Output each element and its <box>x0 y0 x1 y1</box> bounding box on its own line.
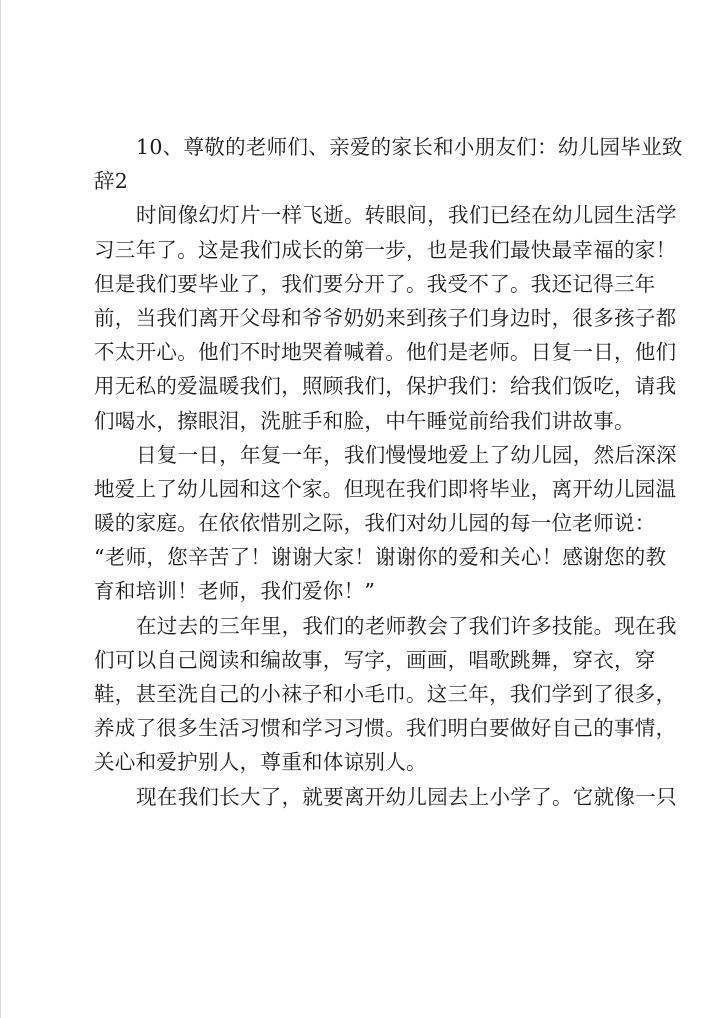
text-line: 们喝水，擦眼泪，洗脏手和脸，中午睡觉前给我们讲故事。 <box>94 408 635 433</box>
text-line: 习三年了。这是我们成长的第一步，也是我们最快最幸福的家！ <box>94 237 677 262</box>
text-line: 前，当我们离开父母和爷爷奶奶来到孩子们身边时，很多孩子都 <box>94 305 677 330</box>
text-line: 育和培训！老师，我们爱你！” <box>94 579 376 604</box>
text-line: 辞2 <box>94 169 129 194</box>
text-line: 用无私的爱温暖我们，照顾我们，保护我们：给我们饭吃，请我 <box>94 374 677 399</box>
text-line: 日复一日，年复一年，我们慢慢地爱上了幼儿园，然后深深 <box>136 442 677 467</box>
text-line: 但是我们要毕业了，我们要分开了。我受不了。我还记得三年 <box>94 271 656 296</box>
text-line: 不太开心。他们不时地哭着喊着。他们是老师。日复一日，他们 <box>94 340 677 365</box>
text-line: 地爱上了幼儿园和这个家。但现在我们即将毕业，离开幼儿园温 <box>94 476 677 501</box>
text-line: 暖的家庭。在依依惜别之际，我们对幼儿园的每一位老师说： <box>94 511 656 536</box>
text-line: 养成了很多生活习惯和学习习惯。我们明白要做好自己的事情， <box>94 716 677 741</box>
text-line: 现在我们长大了，就要离开幼儿园去上小学了。它就像一只 <box>136 784 677 809</box>
text-line: “老师，您辛苦了！谢谢大家！谢谢你的爱和关心！感谢您的教 <box>94 545 667 570</box>
text-line: 关心和爱护别人，尊重和体谅别人。 <box>94 750 427 775</box>
text-line: 10、尊敬的老师们、亲爱的家长和小朋友们：幼儿园毕业致 <box>136 135 683 159</box>
text-line: 在过去的三年里，我们的老师教会了我们许多技能。现在我 <box>136 613 677 638</box>
text-line: 时间像幻灯片一样飞逝。转眼间，我们已经在幼儿园生活学 <box>136 203 677 228</box>
document-body <box>94 130 683 814</box>
text-line: 们可以自己阅读和编故事，写字，画画，唱歌跳舞，穿衣，穿 <box>94 647 656 672</box>
text-line: 鞋，甚至洗自己的小袜子和小毛巾。这三年，我们学到了很多， <box>94 682 677 706</box>
